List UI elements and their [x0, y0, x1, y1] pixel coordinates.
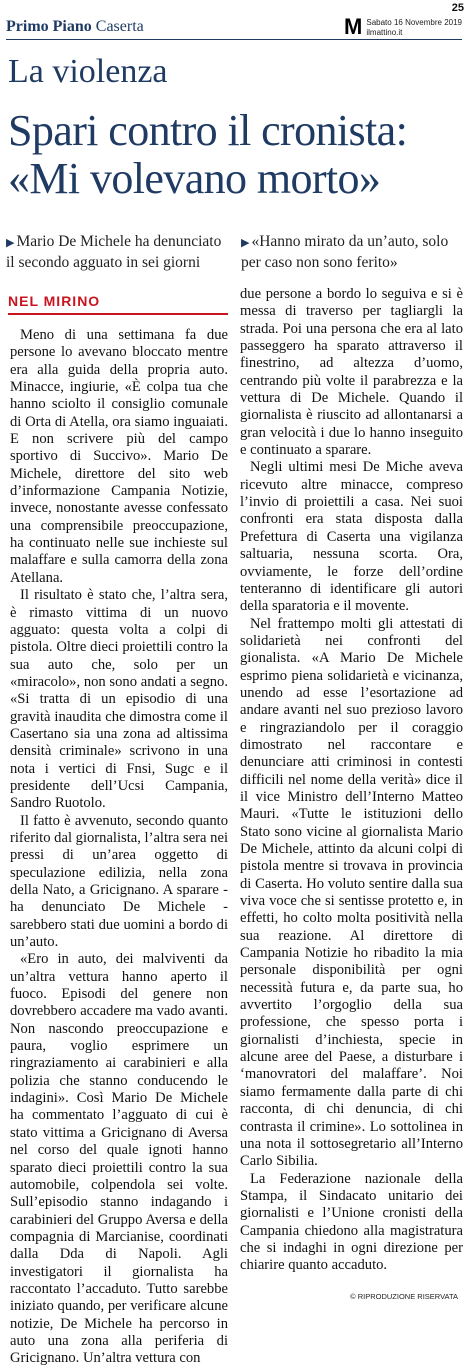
- section-city: Caserta: [95, 18, 144, 35]
- masthead: [344, 14, 462, 39]
- triangle-bullet-icon: ▶: [6, 237, 15, 249]
- headline: [8, 107, 462, 203]
- paragraph: Il fatto è avvenuto, secondo quanto riferito dal giornalista, l’altra sera nei pressi di un’area oggetto di speculazione edilizia, nella zona della Nato, a Gricignano. A sparare - ha denunciato De Michele - sarebbero stati due uomini a bordo di un’auto.: [10, 812, 229, 951]
- section-name: Primo Piano: [6, 18, 92, 35]
- headline-line-1: Spari contro il cronista:: [8, 106, 408, 155]
- section-label: [6, 18, 144, 36]
- newspaper-logo: M: [344, 14, 362, 39]
- subheading-2-text: «Hanno mirato da un’auto, solo per caso non sono ferito»: [241, 233, 449, 271]
- issue-info: [366, 18, 462, 38]
- rubric-label: [8, 293, 228, 315]
- subheading-1: [6, 232, 228, 272]
- triangle-bullet-icon: ▶: [241, 237, 250, 249]
- page-number: 25: [451, 2, 464, 14]
- paragraph: due persone a bordo lo seguiva e si è messa di traverso per tagliargli la strada. Poi una persona che era al lato passeggero ha sparato attraverso il finestrino, ad altezza d’uomo, centrando più volte il parabrezza e la vettura di De Michele. Quando il giornalista è riuscito ad allontanarsi a gran velocità i due lo hanno inseguito e continuato a sparare.: [240, 286, 463, 459]
- headline-line-2: «Mi volevano morto»: [8, 154, 381, 203]
- issue-date: Sabato 16 Novembre 2019: [366, 18, 462, 27]
- paragraph: Meno di una settimana fa due persone lo avevano bloccato mentre era alla guida della propria auto. Minacce, ingiurie, «È colpa tua che hanno sciolto il consiglio comunale di Orta di Atella, ora siamo inguaiati. E non scrivere più del campo sportivo di Succivo». Mario De Michele, direttore del sito web d’informazione Campania Notizie, invece, nonostante avesse confessato una comprensibile preoccupazione, ha continuato nelle sue inchieste sul malaffare e sulla camorra della zona Atellana.: [10, 327, 228, 586]
- site-url: ilmattino.it: [366, 28, 403, 37]
- subheading-1-text: Mario De Michele ha denunciato il secondo agguato in sei giorni: [6, 233, 222, 271]
- paragraph: Il risultato è stato che, l’altra sera, è rimasto vittima di un nuovo agguato: questa volta a colpi di pistola. Oltre dieci proiettili contro la sua auto che, solo per un «miracolo», non sono andati a segno. «Si tratta di un episodio di una gravità inaudita che dimostra come il Casertano sia una zona ad altissima densità criminale» scrivono in una nota i vertici di Fnsi, Sugc e il presidente dell’Ucsi Campania, Sandro Ruotolo.: [10, 587, 228, 812]
- article-column-2: [240, 286, 463, 1275]
- article-column-1: [10, 327, 228, 1368]
- copyright-notice: © RIPRODUZIONE RISERVATA: [350, 1292, 458, 1301]
- paragraph: Nel frattempo molti gli attestati di solidarietà nei confronti del gionalista. «A Mario De Michele esprimo piena solidarietà e vicinanza, unendo ad esse l’esortazione ad andare avanti nel suo prezioso lavoro e ringraziandolo per il coraggio dimostrato nel raccontare e denunciare atti criminosi in contesti difficili nel nome della verità» dice il il vice Ministro dell’Interno Matteo Mauri. «Tutte le istituzioni dello Stato sono vicine al giornalista Mario De Michele, attinto da alcuni colpi di pistola mentre si trovava in provincia di Caserta. Ho voluto sentire dalla sua viva voce che si sentisse protetto e, in effetti, ho colto molta positività nella sua reazione. Al direttore di Campania Notizie ho ribadito la mia personale disponibilità per ogni necessità futura e, da parte sua, ho avvertito l’orgoglio della sua professione, che spesso porta i giornalisti d’inchiesta, specie in alcune aree del Paese, a disturbare i ‘manovratori del malaffare’. Noi siamo fermamente dalla parte di chi racconta, di chi denuncia, di chi contrasta il crimine». Lo sottolinea in una nota il sottosegretario all’Interno Carlo Sibilia.: [240, 615, 463, 1170]
- subheading-2: [241, 232, 465, 272]
- paragraph: La Federazione nazionale della Stampa, il Sindacato unitario dei giornalisti e l’Unione cronisti della Campania chiedono alla magistratura che si indaghi in ogni direzione per chiarire quanto accaduto.: [240, 1170, 463, 1274]
- page-header: [6, 16, 462, 40]
- rubric-label-text: NEL MIRINO: [8, 293, 101, 309]
- paragraph: «Ero in auto, dei malviventi da un’altra vettura hanno aperto il fuoco. Episodi del genere non dovrebbero accadere ma vado avanti. Non nascondo preoccupazione e paura, voglio esprimere un ringraziamento ai carabinieri e alla polizia che stanno conducendo le indagini». Così Mario De Michele ha commentato l’agguato di cui è stato vittima a Gricignano di Aversa nel corso del quale ignoti hanno sparato dieci proiettili contro la sua automobile, colpendola sei volte. Sull’episodio stanno indagando i carabinieri del Gruppo Aversa e della compagnia di Marcianise, coordinati dalla Dda di Napoli. Agli investigatori il giornalista ha raccontato l’accaduto. Tutto sarebbe iniziato quando, per verificare alcune notizie, De Michele ha percorso in auto una zona alla periferia di Gricignano. Un’altra vettura con: [10, 951, 228, 1367]
- paragraph: Negli ultimi mesi De Miche aveva ricevuto altre minacce, compreso l’invio di proiettili a casa. Nei suoi confronti era stata disposta dalla Prefettura di Caserta una vigilanza saltuaria, nessuna scorta. Ora, ovviamente, le forze dell’ordine tenteranno di identificare gli autori della sparatoria e il movente.: [240, 459, 463, 615]
- kicker: La violenza: [8, 53, 168, 90]
